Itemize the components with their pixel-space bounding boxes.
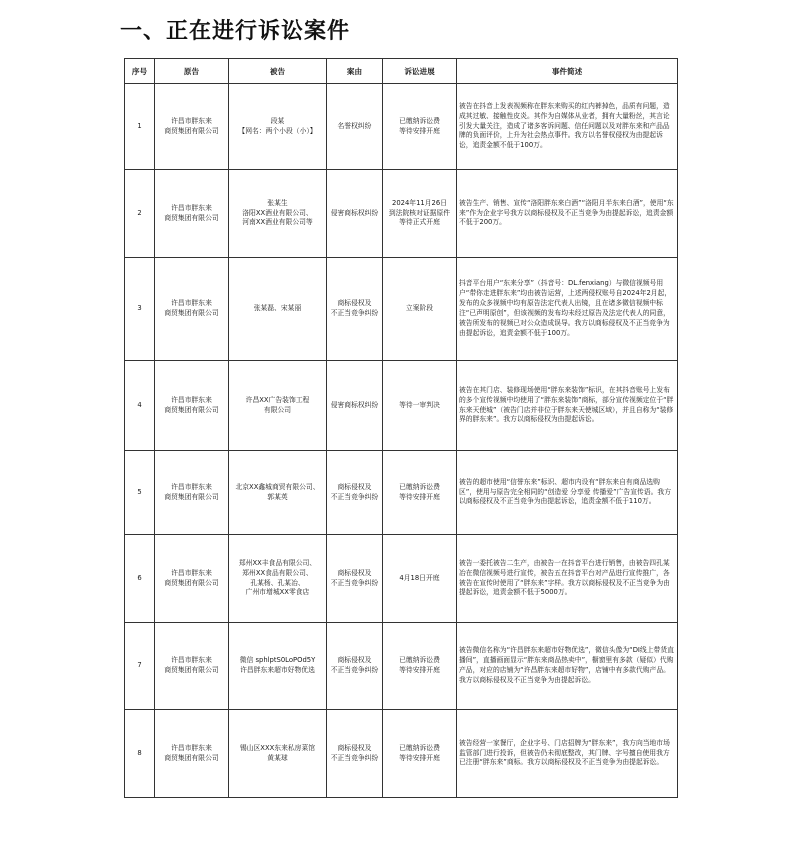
cell-progress: 2024年11月26日 到法院核对证据原件 等待正式开庭 xyxy=(383,170,457,258)
cell-progress: 4月18日开庭 xyxy=(383,535,457,623)
header-no: 序号 xyxy=(125,59,155,84)
table-row xyxy=(125,451,678,535)
cell-plaintiff: 许昌市胖东来 商贸集团有限公司 xyxy=(155,84,229,170)
table-row xyxy=(125,170,678,258)
cell-no: 5 xyxy=(125,451,155,535)
cell-plaintiff: 许昌市胖东来 商贸集团有限公司 xyxy=(155,710,229,798)
cell-defendant: 郑州XX丰食品有限公司、 郑州XX食品有限公司、 孔某杨、孔某冶、 广州市增城XX零食店 xyxy=(229,535,327,623)
cell-summary: 抖音平台用户“东来分享”（抖音号：DL.fenxiang）与微信视频号用户“带你走进胖东来”均由被告运营，上述两侵权账号自2024年2月起，发布的众多视频中均有原告法定代表人出镜，且在诸多微信视频中标注“已声明原创”，但该视频的发布均未经过原告及法定代表人的同意，被告所发布的视频已对公众造成误导。我方以商标侵权及不正当竞争为由提起诉讼，追责金额不低于100万。 xyxy=(457,258,678,361)
cell-defendant: 张某磊、宋某丽 xyxy=(229,258,327,361)
cell-progress: 等待一审判决 xyxy=(383,361,457,451)
header-defendant: 被告 xyxy=(229,59,327,84)
cell-plaintiff: 许昌市胖东来 商贸集团有限公司 xyxy=(155,623,229,710)
cell-progress: 已缴纳诉讼费 等待安排开庭 xyxy=(383,710,457,798)
cell-plaintiff: 许昌市胖东来 商贸集团有限公司 xyxy=(155,258,229,361)
cell-no: 2 xyxy=(125,170,155,258)
cell-plaintiff: 许昌市胖东来 商贸集团有限公司 xyxy=(155,361,229,451)
cell-no: 3 xyxy=(125,258,155,361)
cell-progress: 已缴纳诉讼费 等待安排开庭 xyxy=(383,451,457,535)
cases-table xyxy=(124,58,678,798)
cell-plaintiff: 许昌市胖东来 商贸集团有限公司 xyxy=(155,451,229,535)
page-heading: 一、正在进行诉讼案件 xyxy=(120,19,351,44)
table-row xyxy=(125,535,678,623)
cell-cause: 侵害商标权纠纷 xyxy=(327,170,383,258)
cell-defendant: 许昌XX广告装饰工程 有限公司 xyxy=(229,361,327,451)
cell-cause: 侵害商标权纠纷 xyxy=(327,361,383,451)
cell-plaintiff: 许昌市胖东来 商贸集团有限公司 xyxy=(155,170,229,258)
cell-defendant: 微信 sphlptS0LoPOd5Y 许昌胖东来超市好物优选 xyxy=(229,623,327,710)
cell-plaintiff: 许昌市胖东来 商贸集团有限公司 xyxy=(155,535,229,623)
cell-cause: 商标侵权及 不正当竞争纠纷 xyxy=(327,623,383,710)
table-header-row xyxy=(125,59,678,84)
cell-summary: 被告微信名称为“许昌胖东来超市好物优选”，微信头像为“DI线上带货直播间”，直播画面显示“胖东来商品热卖中”，橱窗里有多款（疑似）代购产品，对应的店铺为“许昌胖东来超市好物”，店铺中有多款代购产品。我方以商标侵权及不正当竞争为由提起诉讼。 xyxy=(457,623,678,710)
header-plaintiff: 原告 xyxy=(155,59,229,84)
table-row xyxy=(125,258,678,361)
cell-no: 8 xyxy=(125,710,155,798)
table-row xyxy=(125,84,678,170)
cell-no: 7 xyxy=(125,623,155,710)
cell-summary: 被告的超市使用“信誉东来”标识、超市内设有“胖东来自有商品选购区”，使用与原告完全相同的“创造爱 分享爱 传播爱”广告宣传语。我方以商标侵权及不正当竞争为由提起诉讼，追责金额不低于110万。 xyxy=(457,451,678,535)
cell-summary: 被告经营一家餐厅，企业字号、门店招牌为“胖东来”，我方向当地市场监管部门进行投诉，但被告仍未彻底整改，其门牌、字号擅自使用我方已注册“胖东来”商标。我方以商标侵权及不正当竞争为由提起诉讼。 xyxy=(457,710,678,798)
cell-summary: 被告在其门店、装修现场使用“胖东来装饰”标识，在其抖音账号上发布的多个宣传视频中均使用了“胖东来装饰”商标，部分宣传视频定位于“胖东来天使城”（被告门店并非位于胖东来天使城区域），并且自称为“装修界的胖东来”。我方以商标侵权为由提起诉讼。 xyxy=(457,361,678,451)
cell-no: 1 xyxy=(125,84,155,170)
cell-progress: 已缴纳诉讼费 等待安排开庭 xyxy=(383,623,457,710)
cell-cause: 商标侵权及 不正当竞争纠纷 xyxy=(327,710,383,798)
cell-cause: 商标侵权及 不正当竞争纠纷 xyxy=(327,258,383,361)
table-row xyxy=(125,623,678,710)
cell-cause: 商标侵权及 不正当竞争纠纷 xyxy=(327,535,383,623)
cell-summary: 被告生产、销售、宣传“洛阳胖东来白酒”“洛阳月半东来白酒”，使用“东来”作为企业字号我方以商标侵权及不正当竞争为由提起诉讼，追责金额不低于200万。 xyxy=(457,170,678,258)
header-cause: 案由 xyxy=(327,59,383,84)
cell-defendant: 北京XX鑫城商贸有限公司、 郭某英 xyxy=(229,451,327,535)
cell-no: 4 xyxy=(125,361,155,451)
cell-cause: 商标侵权及 不正当竞争纠纷 xyxy=(327,451,383,535)
header-summary: 事件简述 xyxy=(457,59,678,84)
cell-defendant: 段某 【网名：两个小段（小）】 xyxy=(229,84,327,170)
table-row xyxy=(125,361,678,451)
cell-summary: 被告在抖音上发表视频称在胖东来购买的红内裤掉色，品质有问题，造成其过敏、接触性皮炎。其作为自媒体从业者，拥有大量粉丝，其言论引发大量关注，造成了诸多客诉问题、信任问题以及对胖东来和产品品牌的负面评价，上升为社会热点事件。我方以名誉权侵权为由提起诉讼，追责金额不低于100万。 xyxy=(457,84,678,170)
cell-cause: 名誉权纠纷 xyxy=(327,84,383,170)
cell-defendant: 锡山区XXX东来私房菜馆 黄某球 xyxy=(229,710,327,798)
cell-no: 6 xyxy=(125,535,155,623)
table-row xyxy=(125,710,678,798)
cell-summary: 被告一委托被告二生产，由被告一在抖音平台进行销售，由被告四孔某冶在微信视频号进行宣传，被告五在抖音平台对产品进行宣传推广，各被告在宣传时使用了“胖东来”字样。我方以商标侵权及不正当竞争为由提起诉讼，追责金额不低于5000万。 xyxy=(457,535,678,623)
cell-progress: 立案阶段 xyxy=(383,258,457,361)
cell-progress: 已缴纳诉讼费 等待安排开庭 xyxy=(383,84,457,170)
cell-defendant: 张某生 洛阳XX酒业有限公司、 河南XX酒业有限公司等 xyxy=(229,170,327,258)
header-progress: 诉讼进展 xyxy=(383,59,457,84)
